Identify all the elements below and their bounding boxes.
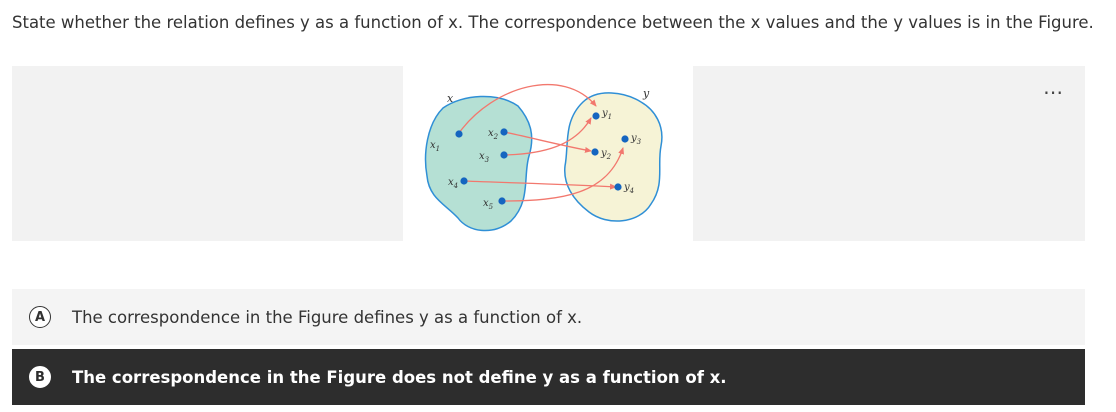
more-horizontal-icon[interactable]: ⋯: [1043, 80, 1063, 104]
y2-label: $y_2$: [601, 148, 612, 161]
relation-figure: [403, 66, 693, 241]
y3-point: [621, 135, 628, 142]
question-text: State whether the relation defines y as a function of x. The correspondence between the x values and the y values is in the Figure.: [12, 13, 1094, 32]
figure-left-panel: [12, 66, 403, 241]
y1-point: [592, 112, 599, 119]
y1-label: $y_1$: [602, 108, 613, 121]
relation-diagram: [403, 66, 693, 241]
x1-point: [455, 130, 462, 137]
x5-label: $x_5$: [483, 198, 494, 211]
y-set-region: [565, 93, 662, 221]
option-text: The correspondence in the Figure does not define y as a function of x.: [72, 367, 727, 387]
option-text: The correspondence in the Figure defines y as a function of x.: [72, 307, 583, 327]
y4-point: [614, 183, 621, 190]
option-letter-badge: A: [29, 306, 51, 328]
x2-point: [500, 128, 507, 135]
figure-right-panel: [693, 66, 1085, 241]
y4-label: $y_4$: [624, 182, 635, 195]
answer-option-a[interactable]: [12, 289, 1085, 345]
x4-point: [460, 177, 467, 184]
answer-option-b[interactable]: [12, 349, 1085, 405]
x-set-region: [426, 96, 532, 230]
x4-label: $x_4$: [448, 177, 459, 190]
x3-label: $x_3$: [479, 151, 490, 164]
x-set-label: x: [447, 92, 454, 105]
x5-point: [498, 197, 505, 204]
option-letter-badge: B: [29, 366, 51, 388]
x3-point: [500, 151, 507, 158]
x2-label: $x_2$: [488, 128, 499, 141]
y2-point: [591, 148, 598, 155]
y3-label: $y_3$: [631, 133, 642, 146]
x1-label: $x_1$: [430, 140, 441, 153]
y-set-label: y: [643, 87, 650, 100]
